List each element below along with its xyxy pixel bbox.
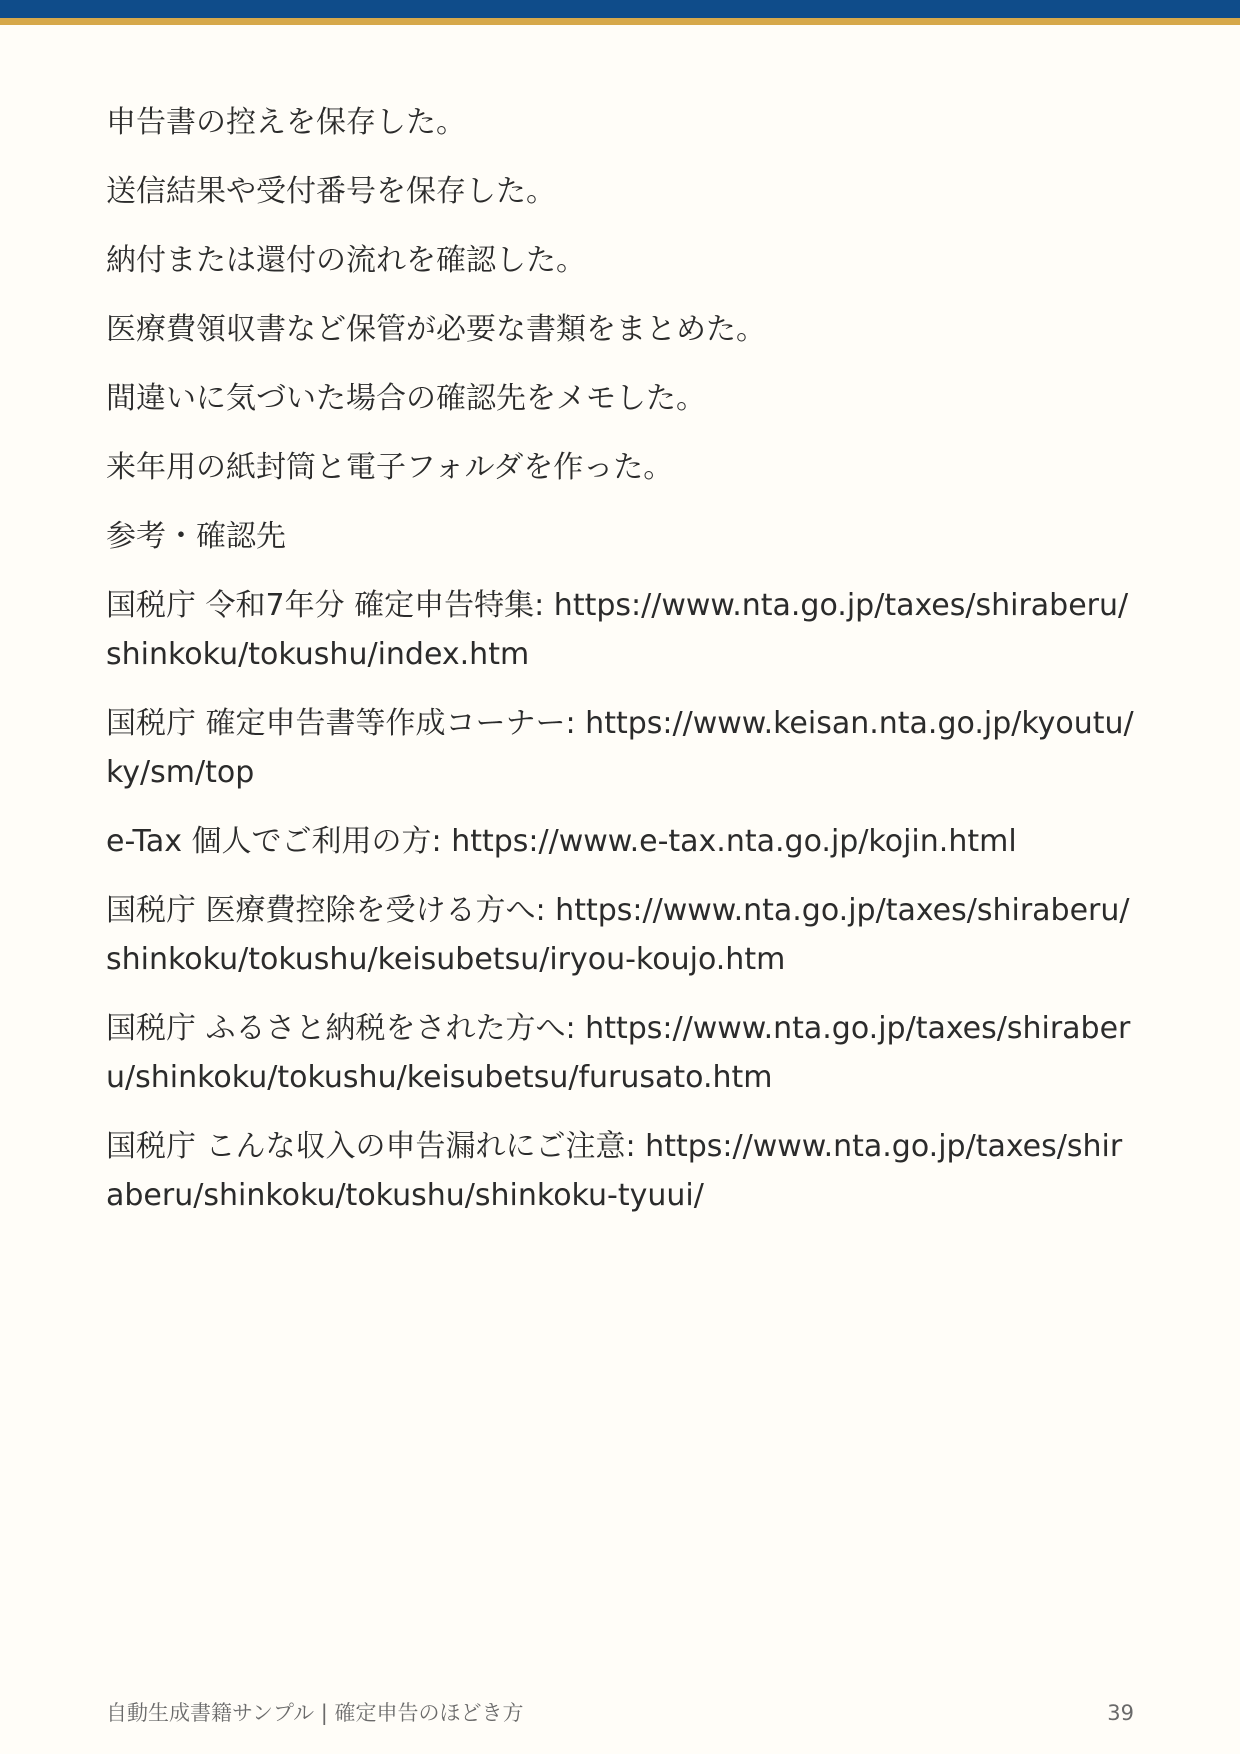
reference-item: 国税庁 確定申告書等作成コーナー: https://www.keisan.nta.go.jp/kyoutu/ky/sm/top <box>106 706 1134 790</box>
reference-item: e-Tax 個人でご利用の方: https://www.e-tax.nta.go.jp/kojin.html <box>106 824 1017 859</box>
checklist-item: 送信結果や受付番号を保存した。 <box>106 174 556 209</box>
checklist-item: 納付または還付の流れを確認した。 <box>106 243 586 278</box>
page-number: 39 <box>1107 1701 1134 1725</box>
references-heading: 参考・確認先 <box>106 519 286 554</box>
checklist-item: 来年用の紙封筒と電子フォルダを作った。 <box>106 450 674 485</box>
checklist-item: 医療費領収書など保管が必要な書類をまとめた。 <box>106 312 766 347</box>
header-accent-stripe <box>0 18 1240 25</box>
reference-item: 国税庁 こんな収入の申告漏れにご注意: https://www.nta.go.jp/taxes/shiraberu/shinkoku/tokushu/shinkoku-tyuui/ <box>106 1129 1123 1213</box>
reference-item: 国税庁 医療費控除を受ける方へ: https://www.nta.go.jp/taxes/shiraberu/shinkoku/tokushu/keisubetsu/iryou-koujo.htm <box>106 893 1130 977</box>
page-body <box>106 98 1136 1240</box>
reference-item: 国税庁 令和7年分 確定申告特集: https://www.nta.go.jp/taxes/shiraberu/shinkoku/tokushu/index.htm <box>106 588 1129 672</box>
checklist-item: 申告書の控えを保存した。 <box>106 105 466 140</box>
footer-book-title: 自動生成書籍サンプル | 確定申告のほどき方 <box>106 1701 524 1725</box>
reference-item: 国税庁 ふるさと納税をされた方へ: https://www.nta.go.jp/taxes/shiraberu/shinkoku/tokushu/keisubetsu/furusato.htm <box>106 1011 1131 1095</box>
header-band <box>0 0 1240 18</box>
checklist-item: 間違いに気づいた場合の確認先をメモした。 <box>106 381 706 416</box>
